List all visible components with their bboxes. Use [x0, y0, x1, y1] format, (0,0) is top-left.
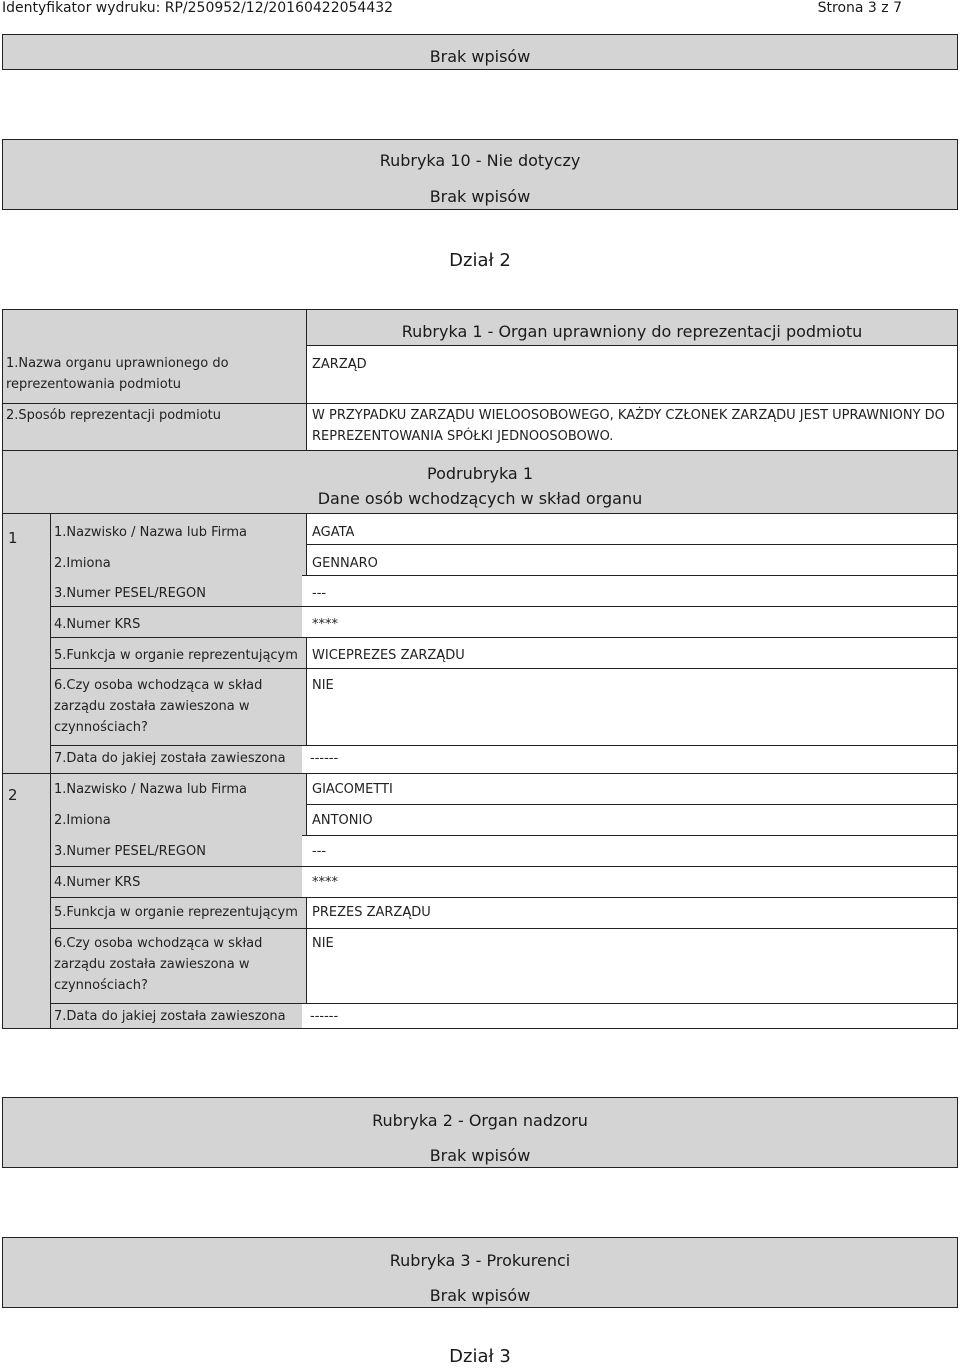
person-2-suspended-value: NIE [312, 936, 334, 951]
person-1-surname-value: AGATA [312, 525, 355, 540]
rubric-2-box [2, 1097, 958, 1168]
person-1-suspension-date-label: 7.Data do jakiej została zawieszona [54, 751, 286, 766]
rubric-3-title: Rubryka 3 - Prokurenci [389, 1251, 571, 1270]
representation-method-value: W PRZYPADKU ZARZĄDU WIELOOSOBOWEGO, KAŻDY CZŁONEK ZARZĄDU JEST UPRAWNIONY DO REPREZENTOWANIA SPÓŁKI JEDNOOSOBOWO. [312, 408, 945, 444]
section-2-title: Dział 2 [449, 250, 511, 271]
person-1-names-label: 2.Imiona [54, 556, 111, 571]
rubric-10-box [2, 139, 958, 210]
person-1-surname-label: 1.Nazwisko / Nazwa lub Firma [54, 525, 247, 540]
person-2-function-label: 5.Funkcja w organie reprezentującym [54, 905, 298, 920]
rubric-1-border [2, 309, 958, 1029]
person-2-surname-value: GIACOMETTI [312, 782, 393, 797]
previous-rubric-box [2, 34, 958, 70]
subrubric-title: Podrubryka 1 [427, 464, 533, 483]
rubric-1-table [2, 309, 958, 1029]
person-2-function-value: PREZES ZARZĄDU [312, 905, 431, 920]
person-2-names-label: 2.Imiona [54, 813, 111, 828]
organ-name-value: ZARZĄD [312, 357, 367, 372]
person-1-index: 1 [8, 529, 18, 547]
person-2-surname-label: 1.Nazwisko / Nazwa lub Firma [54, 782, 247, 797]
rubric-3-box [2, 1237, 958, 1308]
person-2-suspension-date-label: 7.Data do jakiej została zawieszona [54, 1009, 286, 1024]
rubric-1-title: Rubryka 1 - Organ uprawniony do reprezentacji podmiotu [401, 322, 863, 341]
organ-name-label: 1.Nazwa organu uprawnionego do reprezentowania podmiotu [6, 356, 229, 392]
person-1-function-label: 5.Funkcja w organie reprezentującym [54, 648, 298, 663]
person-2-suspended-label: 6.Czy osoba wchodząca w skład zarządu została zawieszona w czynnościach? [54, 936, 263, 993]
person-1-suspended-label: 6.Czy osoba wchodząca w skład zarządu została zawieszona w czynnościach? [54, 678, 263, 735]
no-entries-text: Brak wpisów [429, 47, 531, 66]
person-2-krs-value: **** [312, 875, 338, 890]
person-2-suspension-date-value: ------ [310, 1009, 339, 1024]
person-1-krs-label: 4.Numer KRS [54, 617, 141, 632]
person-2-pesel-label: 3.Numer PESEL/REGON [54, 844, 206, 859]
print-identifier: Identyfikator wydruku: RP/250952/12/20160422054432 [2, 0, 394, 16]
person-1-krs-value: **** [312, 617, 338, 632]
rubric-3-no-entries: Brak wpisów [429, 1286, 531, 1305]
representation-method-label: 2.Sposób reprezentacji podmiotu [6, 408, 221, 423]
person-1-function-value: WICEPREZES ZARZĄDU [312, 648, 465, 663]
rubric-10-title: Rubryka 10 - Nie dotyczy [379, 151, 581, 170]
person-2-names-value: ANTONIO [312, 813, 373, 828]
rubric-2-no-entries: Brak wpisów [429, 1146, 531, 1165]
person-2-pesel-value: --- [312, 844, 327, 859]
page-number: Strona 3 z 7 [817, 0, 902, 16]
rubric-10-no-entries: Brak wpisów [429, 187, 531, 206]
person-1-pesel-value: --- [312, 586, 327, 601]
person-1-pesel-label: 3.Numer PESEL/REGON [54, 586, 206, 601]
subrubric-subtitle: Dane osób wchodzących w skład organu [317, 489, 643, 508]
person-1-suspension-date-value: ------ [310, 751, 339, 766]
section-3-title: Dział 3 [449, 1346, 511, 1367]
person-1-suspended-value: NIE [312, 678, 334, 693]
rubric-2-title: Rubryka 2 - Organ nadzoru [372, 1111, 588, 1130]
person-2-krs-label: 4.Numer KRS [54, 875, 141, 890]
person-1-names-value: GENNARO [312, 556, 378, 571]
person-2-index: 2 [8, 786, 18, 804]
